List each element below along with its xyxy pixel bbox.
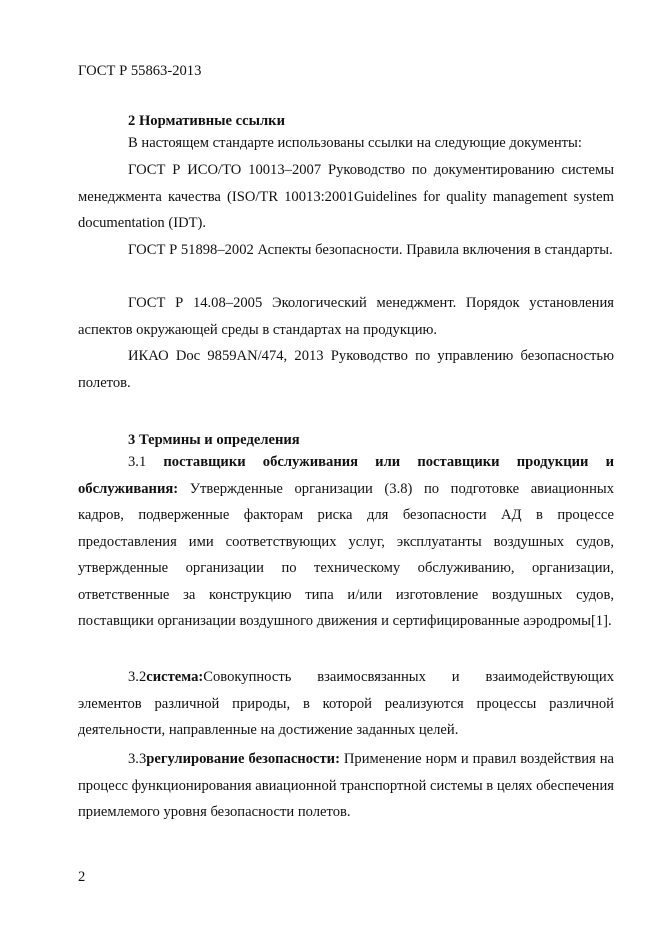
term-definition-text: Совокупность взаимосвязанных и взаимодействующих элементов различной природы, в которой реализуются процессы различной деятельности, направленные на достижение заданных целей.: [78, 669, 614, 738]
reference-item: ИКАО Doc 9859AN/474, 2013 Руководство по управлению безопасностью полетов.: [78, 348, 614, 391]
reference-item: ГОСТ Р 51898–2002 Аспекты безопасности. Правила включения в стандарты.: [128, 242, 613, 258]
term-number: 3.2: [128, 669, 147, 685]
reference-item: ГОСТ Р ИСО/ТО 10013–2007 Руководство по документированию системы менеджмента качества (ISO/TR 10013:2001Guidelines for quality management system documentation (IDT).: [78, 162, 614, 231]
section-2-intro: В настоящем стандарте использованы ссылки на следующие документы:: [128, 135, 582, 151]
section-3-heading: 3 Термины и определения: [128, 432, 300, 448]
term-number: 3.1: [128, 454, 164, 470]
page-number: 2: [78, 869, 86, 885]
document-code-header: ГОСТ Р 55863-2013: [78, 63, 202, 79]
term-name: поставщики обслуживания или поставщики продукции и обслуживания:: [78, 454, 614, 497]
term-definition-3-3: [78, 746, 614, 826]
term-number: 3.3: [128, 751, 147, 767]
term-definition-3-1: [78, 449, 614, 635]
term-definition-3-2: [78, 664, 614, 744]
term-name: регулирование безопасности:: [146, 751, 340, 767]
term-definition-text: Утвержденные организации (3.8) по подготовке авиационных кадров, подверженные факторам риска для безопасности АД в процессе предоставления ими соответствующих услуг, эксплуатанты воздушных судов, утвержденные организации по техническому обслуживанию, организации, ответственные за конструкцию типа и/или изготовление воздушных судов, поставщики организации воздушного движения и сертифицированные аэродромы[1].: [78, 480, 614, 629]
section-2-heading: 2 Нормативные ссылки: [128, 113, 285, 129]
term-definition-text: Применение норм и правил воздействия на процесс функционирования авиационной транспортной системы в целях обеспечения приемлемого уровня безопасности полетов.: [78, 751, 614, 820]
reference-item: ГОСТ Р 14.08–2005 Экологический менеджмент. Порядок установления аспектов окружающей среды в стандартах на продукцию.: [78, 295, 614, 338]
term-name: система:: [146, 669, 204, 685]
